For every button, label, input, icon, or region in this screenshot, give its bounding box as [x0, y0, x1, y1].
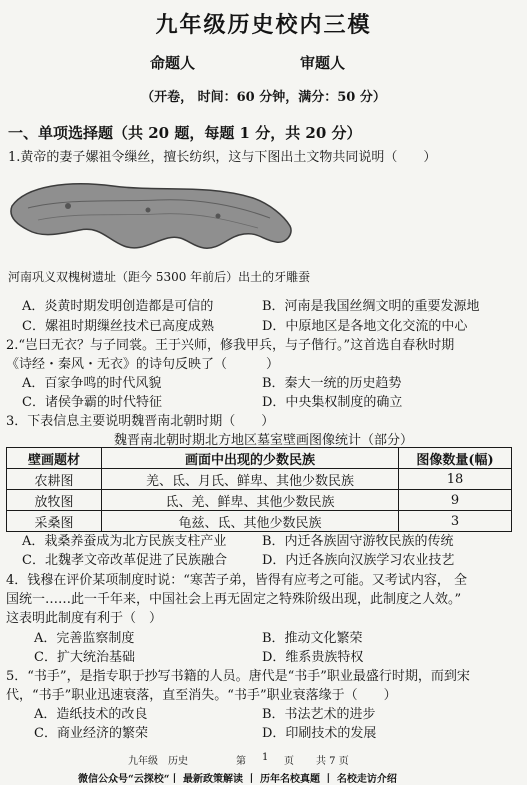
setter-label: 命题人 [150, 54, 196, 72]
silkworm-texture [146, 208, 151, 213]
table-cell: 龟兹、氐、其他少数民族 [102, 511, 399, 532]
table-row [7, 469, 512, 490]
footer-banner: 微信公众号“云探校“丨 最新政策解读 丨 历年名校真题 丨 名校走访介绍 [78, 774, 397, 785]
table-header-cell: 画面中出现的少数民族 [102, 448, 399, 469]
footer-page-prefix: 第 [236, 756, 246, 767]
question-3-stem: 3．下表信息主要说明魏晋南北朝时期（ ） [6, 414, 275, 429]
q5-option-a: A．造纸技术的改良 [34, 707, 148, 722]
table-row [7, 511, 512, 532]
table-cell: 氐、羌、鲜卑、其他少数民族 [102, 490, 399, 511]
q3-option-a: A．栽桑养蚕成为北方民族支柱产业 [22, 534, 227, 549]
q1-option-b: B．河南是我国丝绸文明的重要发源地 [262, 299, 480, 314]
question-1-stem: 1.黄帝的妻子嫘祖令缫丝，擅长纺织，这与下图出土文物共同说明（ ） [8, 150, 437, 165]
silkworm-texture [65, 203, 71, 209]
ivory-silkworm-image [8, 176, 298, 258]
reviewer-label: 审题人 [300, 54, 346, 72]
silkworm-body [11, 184, 291, 248]
question-4-stem-line1: 4．钱穆在评价某项制度时说：“寒苦子弟，皆得有应考之可能。又考试内容， 全 [6, 573, 468, 588]
table-caption: 魏晋南北朝时期北方地区墓室壁画图像统计（部分） [113, 433, 413, 448]
q4-option-b: B．推动文化繁荣 [262, 631, 363, 646]
table-cell: 放牧图 [7, 490, 102, 511]
table-cell: 羌、氐、月氏、鲜卑、其他少数民族 [102, 469, 399, 490]
table-header-cell: 图像数量(幅) [399, 448, 512, 469]
question-2-stem-line1: 2.“岂曰无衣？与子同裳。王于兴师，修我甲兵，与子偕行。”这首选自春秋时期 [6, 338, 455, 353]
footer-total-pages: 共 7 页 [316, 756, 349, 767]
q1-option-a: A．炎黄时期发明创造都是可信的 [22, 299, 214, 314]
q2-option-d: D．中央集权制度的确立 [262, 395, 403, 410]
image-caption: 河南巩义双槐树遗址（距今 5300 年前后）出土的牙雕蚕 [8, 270, 311, 284]
table-cell: 3 [399, 511, 512, 532]
q5-option-b: B．书法艺术的进步 [262, 707, 376, 722]
silkworm-texture [216, 214, 221, 219]
question-5-stem-line1: 5．“书手”，是指专职于抄写书籍的人员。唐代是“书手”职业最盛行时期，而到宋 [6, 669, 470, 684]
footer-page-suffix: 页 [284, 756, 294, 767]
question-4-stem-line2: 国统一……此一千年来，中国社会上再无固定之特殊阶级出现，此制度之人效。” [6, 592, 462, 607]
q2-option-c: C．诸侯争霸的时代特征 [22, 395, 162, 410]
q3-option-d: D．内迁各族向汉族学习农业技艺 [262, 553, 455, 568]
q3-option-b: B．内迁各族固守游牧民族的传统 [262, 534, 454, 549]
q4-option-d: D．维系贵族特权 [262, 650, 364, 665]
table-row [7, 490, 512, 511]
question-5-stem-line2: 代，“书手”职业迅速衰落，直至消失。“书手”职业衰落缘于（ ） [6, 688, 397, 703]
exam-title: 九年级历史校内三模 [155, 12, 372, 38]
question-4-stem-line3: 这表明此制度有利于（ ） [6, 611, 163, 626]
q4-option-c: C．扩大统治基础 [34, 650, 135, 665]
question-2-stem-line2: 《诗经・秦风・无衣》的诗句反映了（ ） [6, 357, 280, 372]
footer-subject: 历史 [168, 756, 188, 767]
table-cell: 9 [399, 490, 512, 511]
q2-option-a: A．百家争鸣的时代风貌 [22, 376, 162, 391]
q3-option-c: C．北魏孝文帝改革促进了民族融合 [22, 553, 227, 568]
q1-option-c: C．嫘祖时期缫丝技术已高度成熟 [22, 319, 214, 334]
exam-info: （开卷， 时间：60 分钟，满分：50 分） [141, 90, 386, 105]
footer-grade: 九年级 [128, 756, 158, 767]
q4-option-a: A．完善监察制度 [34, 631, 135, 646]
footer-page-number: 1 [262, 752, 269, 763]
table-cell: 18 [399, 469, 512, 490]
table-cell: 采桑图 [7, 511, 102, 532]
table-header-cell: 壁画题材 [7, 448, 102, 469]
mural-statistics-table [6, 447, 512, 532]
q1-option-d: D．中原地区是各地文化交流的中心 [262, 319, 468, 334]
table-cell: 农耕图 [7, 469, 102, 490]
q5-option-d: D．印刷技术的发展 [262, 726, 377, 741]
table-header-row [7, 448, 512, 469]
section-heading: 一、单项选择题（共 20 题，每题 1 分，共 20 分） [8, 124, 362, 142]
q2-option-b: B．秦大一统的历史趋势 [262, 376, 402, 391]
q5-option-c: C．商业经济的繁荣 [34, 726, 148, 741]
